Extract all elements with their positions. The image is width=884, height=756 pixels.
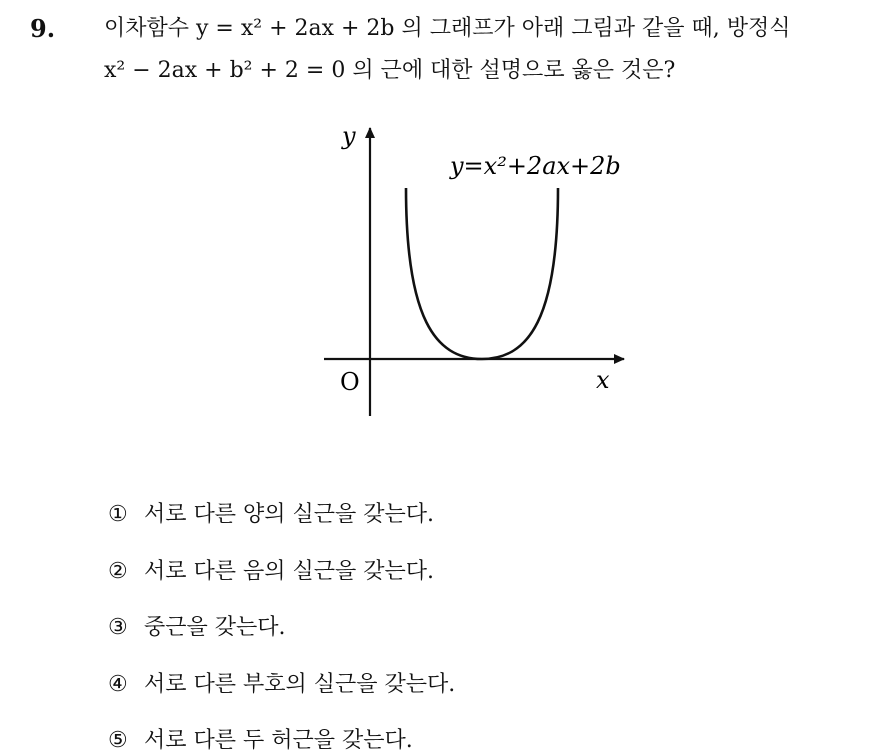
choice-5[interactable] bbox=[108, 726, 413, 756]
choice-number: ① bbox=[108, 502, 128, 527]
y-axis-label: y bbox=[342, 122, 356, 150]
choice-text: 서로 다른 두 허근을 갖는다. bbox=[144, 728, 413, 753]
choice-text: 서로 다른 부호의 실근을 갖는다. bbox=[144, 672, 456, 697]
choice-number: ③ bbox=[108, 615, 128, 640]
question-stem-line-2: x² − 2ax + b² + 2 = 0 의 근에 대한 설명으로 옳은 것은? bbox=[104, 58, 676, 83]
parabola-curve bbox=[406, 188, 558, 359]
choice-3[interactable] bbox=[108, 613, 286, 643]
question-stem-line-1: 이차함수 y = x² + 2ax + 2b 의 그래프가 아래 그림과 같을 때, 방정식 bbox=[104, 16, 791, 41]
parabola-graph bbox=[310, 118, 640, 428]
choice-4[interactable] bbox=[108, 670, 455, 700]
origin-label: O bbox=[340, 368, 360, 396]
choice-text: 중근을 갖는다. bbox=[144, 615, 286, 640]
choice-2[interactable] bbox=[108, 557, 434, 587]
choice-1[interactable] bbox=[108, 500, 434, 530]
curve-label: y=x²+2ax+2b bbox=[450, 152, 621, 180]
choice-text: 서로 다른 양의 실근을 갖는다. bbox=[144, 502, 434, 527]
choice-text: 서로 다른 음의 실근을 갖는다. bbox=[144, 559, 434, 584]
choice-number: ⑤ bbox=[108, 728, 128, 753]
choice-number: ② bbox=[108, 559, 128, 584]
question-number: 9. bbox=[30, 14, 56, 43]
choice-number: ④ bbox=[108, 672, 128, 697]
x-axis-label: x bbox=[596, 366, 610, 394]
